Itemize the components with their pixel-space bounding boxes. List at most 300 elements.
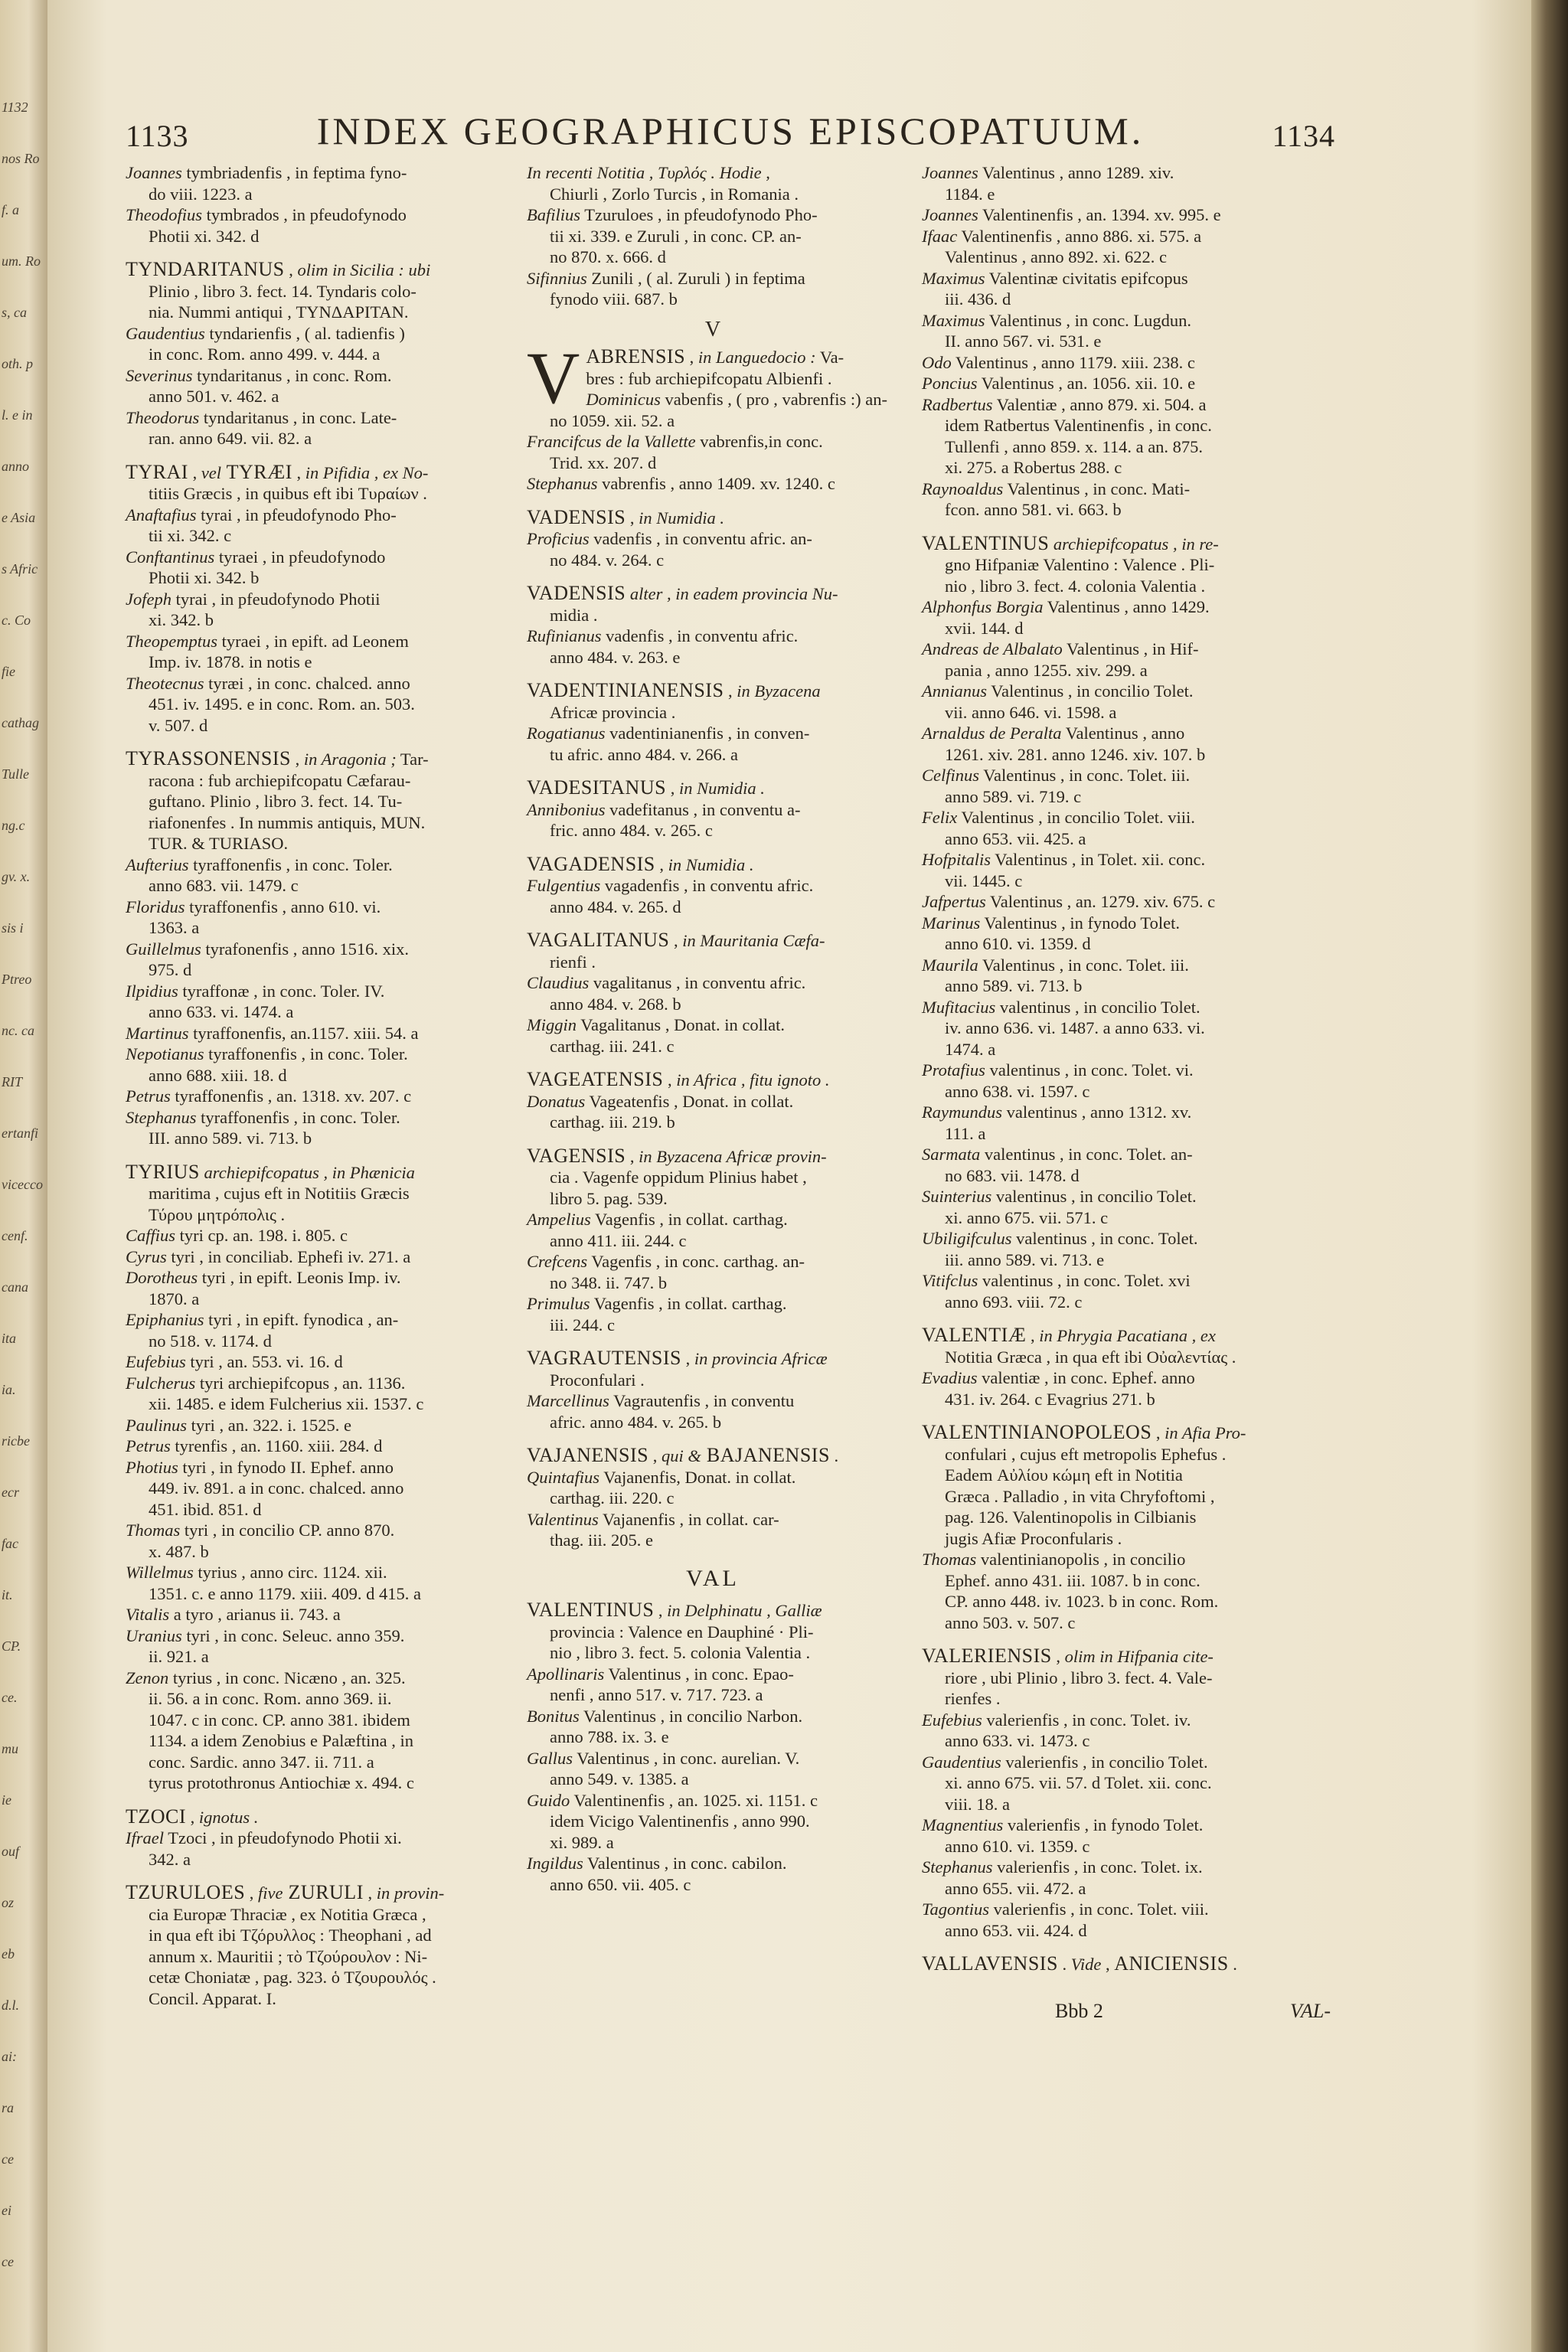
entry-continuation: xi. anno 675. vii. 57. d Tolet. xii. conc. <box>945 1773 1212 1792</box>
entry-line <box>527 626 899 647</box>
index-heading-entry <box>527 854 899 876</box>
prev-page-fragment: cana <box>2 1279 28 1295</box>
entry-continuation: viii. 18. a <box>945 1794 1010 1814</box>
italic-text: Ingildus <box>527 1854 583 1873</box>
entry-text: Valentinus , in fynodo Tolet. <box>980 913 1180 933</box>
entry-continuation: 1261. xiv. 281. anno 1246. xiv. 107. b <box>945 744 1206 764</box>
index-entry <box>126 1107 498 1149</box>
entry-continuation: rienfi . <box>550 952 596 972</box>
italic-text: in Phrygia Pacatiana , ex <box>1039 1326 1216 1345</box>
entry-line <box>922 955 1294 976</box>
entry-line <box>922 373 1294 394</box>
entry-line <box>527 929 899 952</box>
entry-continuation: anno 633. vi. 1474. a <box>149 1002 294 1021</box>
index-entry <box>527 1467 899 1509</box>
entry-line <box>126 1806 498 1828</box>
entry-text: valerienfis , in conc. Tolet. viii. <box>988 1900 1209 1919</box>
index-entry <box>126 1625 498 1668</box>
entry-line <box>922 1060 1294 1081</box>
index-heading-entry <box>527 680 899 723</box>
italic-text: Arnaldus de Peralta <box>922 724 1062 743</box>
italic-text: Valentinus <box>527 1509 599 1529</box>
italic-text: in provin- <box>376 1883 445 1903</box>
italic-text: in Afia Pro- <box>1165 1423 1246 1442</box>
headword: VALENTINUS <box>527 1599 655 1621</box>
italic-text: Theodorus <box>126 407 200 427</box>
entry-line <box>527 507 899 529</box>
headword: VAGENSIS <box>527 1144 626 1167</box>
entry-text: valentinus , in concilio Tolet. <box>995 997 1200 1017</box>
entry-text: , <box>648 1446 662 1465</box>
entry-text: tyraffonenfis , in conc. Toler. <box>196 1107 400 1127</box>
index-entry <box>126 897 498 939</box>
entry-text: Tzoci , in pfeudofynodo Photii xi. <box>164 1828 402 1847</box>
index-entry <box>527 1209 899 1251</box>
italic-text: five <box>258 1883 283 1903</box>
entry-line <box>126 1828 498 1849</box>
entry-line <box>527 1145 899 1168</box>
index-entry <box>126 547 498 589</box>
italic-text: Quintafius <box>527 1467 600 1487</box>
index-entry <box>126 1267 498 1309</box>
italic-text: Martinus <box>126 1023 189 1043</box>
italic-text: vel <box>201 462 222 482</box>
italic-text: Miggin <box>527 1015 577 1034</box>
entry-text: , <box>626 508 639 528</box>
entry-continuation: iii. anno 589. vi. 713. e <box>945 1250 1105 1269</box>
entry-line <box>527 1209 899 1230</box>
entry-text: Vajanenfis , in collat. car- <box>598 1509 779 1529</box>
entry-text: valerienfis , in fynodo Tolet. <box>1003 1815 1204 1834</box>
prev-page-fragment: cathag <box>2 715 39 730</box>
entry-continuation: xii. 1485. e idem Fulcherius xii. 1537. c <box>149 1394 424 1413</box>
index-entry <box>527 204 899 268</box>
entry-text: tyri , in concilio CP. anno 870. <box>180 1521 395 1540</box>
italic-text: Vide <box>1070 1955 1102 1974</box>
index-entry <box>922 1228 1294 1270</box>
italic-text: Gaudentius <box>126 323 205 343</box>
headword: VALERIENSIS <box>922 1645 1052 1667</box>
italic-text: Conftantinus <box>126 547 215 567</box>
entry-text: , <box>245 1883 259 1903</box>
index-entry <box>126 589 498 631</box>
page-title: INDEX GEOGRAPHICUS EPISCOPATUUM. <box>316 109 1145 152</box>
entry-text: vadentinianenfis , in conven- <box>605 724 810 743</box>
italic-text: Theotecnus <box>126 673 204 693</box>
index-entry <box>126 1086 498 1107</box>
italic-text: in Numidia . <box>678 779 765 798</box>
entry-continuation: nia. Nummi antiqui , ΤΥΝΔΑΡΙΤΑΝ. <box>149 302 409 322</box>
prev-page-fragment: ouf <box>2 1844 20 1859</box>
italic-text: Eufebius <box>126 1352 186 1371</box>
index-entry <box>922 1752 1294 1815</box>
headword: TYRAI <box>126 460 188 483</box>
italic-text: Sifinnius <box>527 268 587 288</box>
entry-text: tyrafonenfis , anno 1516. xix. <box>201 939 409 959</box>
entry-continuation: Græca . Palladio , in vita Chryfoftomi , <box>945 1486 1215 1506</box>
index-entry <box>922 268 1294 310</box>
index-heading-entry <box>922 1953 1294 1975</box>
catchword: VAL- <box>1290 2000 1331 2022</box>
entry-continuation: 111. a <box>945 1123 986 1143</box>
index-entry <box>922 1857 1294 1899</box>
entry-continuation: anno 484. v. 265. d <box>550 897 681 916</box>
prev-page-fragment: d.l. <box>2 1998 20 2013</box>
entry-line <box>126 673 498 694</box>
index-entry <box>922 1186 1294 1228</box>
italic-text: Stephanus <box>922 1857 993 1877</box>
italic-text: Ifaac <box>922 226 958 246</box>
prev-page-fragment: l. e in <box>2 407 33 423</box>
index-entry <box>527 1790 899 1854</box>
entry-continuation: iii. 436. d <box>945 289 1011 309</box>
index-entry <box>527 431 899 473</box>
italic-text: Uranius <box>126 1625 182 1645</box>
index-entry <box>922 681 1294 723</box>
entry-continuation: iv. anno 636. vi. 1487. a anno 633. vi. <box>945 1018 1205 1037</box>
prev-page-fragment: s Afric <box>2 561 38 577</box>
entry-text: , <box>186 1807 199 1827</box>
entry-continuation: pania , anno 1255. xiv. 299. a <box>945 660 1148 680</box>
entry-continuation: carthag. iii. 220. c <box>550 1488 675 1508</box>
entry-line <box>922 1953 1294 1975</box>
index-entry <box>126 1246 498 1268</box>
italic-text: Paulinus <box>126 1415 188 1435</box>
entry-continuation: cia . Vagenfe oppidum Plinius habet , <box>550 1168 807 1187</box>
entry-line <box>126 407 498 429</box>
index-entry <box>126 323 498 365</box>
prev-page-fragment: vicecco <box>2 1177 43 1192</box>
entry-text: , <box>292 462 305 482</box>
entry-text: tyrius , anno circ. 1124. xii. <box>193 1563 387 1582</box>
entry-continuation: Imp. iv. 1878. in notis e <box>149 652 312 671</box>
entry-text: tyraffonenfis , in conc. Toler. <box>188 854 393 874</box>
entry-line <box>527 1091 899 1112</box>
italic-text: qui & <box>661 1446 701 1465</box>
prev-page-fragment: nc. ca <box>2 1023 34 1038</box>
index-entry <box>922 955 1294 997</box>
entry-continuation: jugis Afiæ Proconfularis . <box>945 1528 1122 1548</box>
entry-continuation: confulari , cujus eft metropolis Ephefus . <box>945 1444 1227 1464</box>
entry-line <box>527 583 899 605</box>
entry-line <box>126 897 498 918</box>
italic-text: Joannes <box>922 205 978 224</box>
italic-text: Marinus <box>922 913 981 933</box>
index-entry <box>527 1390 899 1432</box>
entry-continuation: Plinio , libro 3. fect. 14. Tyndaris colo- <box>149 281 416 301</box>
column-3 <box>922 162 1294 1975</box>
entry-text: vabenfis , ( pro , vabrenfis :) an- <box>660 390 887 409</box>
entry-continuation: afric. anno 484. v. 265. b <box>550 1412 722 1432</box>
entry-line <box>922 1186 1294 1207</box>
prev-page-fragment: ce <box>2 2254 14 2269</box>
entry-text: vadenfis , in conventu afric. <box>601 626 799 645</box>
entry-line <box>922 1102 1294 1123</box>
entry-line <box>922 226 1294 247</box>
entry-continuation: vii. anno 646. vi. 1598. a <box>945 702 1117 722</box>
headword: VADENTINIANENSIS <box>527 679 724 701</box>
entry-text: tyraffonæ , in conc. Toler. IV. <box>178 981 385 1001</box>
section-title: VAL <box>686 1565 740 1591</box>
index-entry <box>126 204 498 247</box>
headword: VAGADENSIS <box>527 852 655 875</box>
entry-text: , <box>291 750 304 769</box>
entry-text: vagadenfis , in conventu afric. <box>600 876 814 895</box>
prev-page-fragment: fac <box>2 1536 18 1551</box>
entry-text: Vagenfis , in conc. carthag. an- <box>587 1252 805 1271</box>
index-entry <box>922 1102 1294 1144</box>
entry-continuation: carthag. iii. 219. b <box>550 1112 675 1132</box>
index-entry <box>527 1853 899 1895</box>
headword: VAGRAUTENSIS <box>527 1347 681 1369</box>
index-entry <box>126 1044 498 1086</box>
entry-line <box>126 1309 498 1331</box>
entry-text: , <box>1026 1326 1040 1345</box>
entry-continuation: cia Europæ Thraciæ , ex Notitia Græca , <box>149 1904 426 1924</box>
entry-continuation: tu afric. anno 484. v. 266. a <box>550 744 738 764</box>
entry-line <box>126 748 498 770</box>
entry-line <box>527 1390 899 1412</box>
index-entry <box>922 1549 1294 1633</box>
entry-continuation: Concil. Apparat. I. <box>149 1988 276 2008</box>
italic-text: Theopemptus <box>126 631 217 651</box>
index-entry <box>126 162 498 204</box>
entry-line <box>527 875 899 897</box>
italic-text: Primulus <box>527 1294 590 1313</box>
entry-line <box>922 1422 1294 1444</box>
index-entry <box>527 723 899 765</box>
entry-text: , <box>1101 1955 1115 1974</box>
entry-text: vadenfis , in conventu afric. an- <box>589 529 812 548</box>
entry-continuation: anno 501. v. 462. a <box>149 387 279 406</box>
headword: VADENSIS <box>527 505 626 528</box>
entry-text: . <box>829 1446 839 1465</box>
entry-continuation: anno 650. vii. 405. c <box>550 1874 691 1894</box>
italic-text: in Numidia . <box>668 854 754 874</box>
entry-continuation: thag. iii. 205. e <box>550 1530 653 1550</box>
index-entry <box>922 913 1294 955</box>
index-heading-entry <box>126 748 498 854</box>
entry-line <box>922 913 1294 934</box>
entry-line <box>126 259 498 281</box>
headword: TYNDARITANUS <box>126 258 285 280</box>
entry-continuation: v. 507. d <box>149 715 208 735</box>
entry-text: tyrius , in conc. Nicæno , an. 325. <box>168 1668 406 1687</box>
entry-line <box>922 1899 1294 1920</box>
italic-text: Jafpertus <box>922 892 986 911</box>
entry-continuation: no 484. v. 264. c <box>550 550 665 570</box>
entry-text: , <box>655 854 668 874</box>
entry-continuation: 1351. c. e anno 1179. xiii. 409. d 415. a <box>149 1583 421 1603</box>
entry-text: tyri , an. 322. i. 1525. e <box>187 1415 351 1435</box>
entry-continuation: anno 549. v. 1385. a <box>550 1769 689 1788</box>
entry-line <box>126 1107 498 1129</box>
entry-continuation: 449. iv. 891. a in conc. chalced. anno <box>149 1478 404 1498</box>
index-heading-entry <box>126 462 498 505</box>
entry-continuation: anno 589. vi. 719. c <box>945 786 1082 806</box>
index-entry <box>527 1664 899 1706</box>
index-entry <box>922 162 1294 204</box>
entry-continuation: no 518. v. 1174. d <box>149 1331 272 1351</box>
entry-continuation: 431. iv. 264. c Evagrius 271. b <box>945 1389 1155 1409</box>
index-entry <box>126 365 498 407</box>
index-entry <box>922 479 1294 521</box>
index-entry <box>126 1373 498 1415</box>
entry-line <box>527 389 899 410</box>
italic-text: alter , in eadem provincia Nu- <box>629 584 838 603</box>
entry-line <box>126 854 498 876</box>
entry-text: valerienfis , in concilio Tolet. <box>1001 1752 1208 1772</box>
entry-text: , <box>681 1349 694 1368</box>
italic-text: in Delphinatu , Galliæ <box>667 1601 822 1620</box>
entry-text: , <box>626 1146 639 1166</box>
italic-text: in Africa , fitu ignoto . <box>676 1070 830 1089</box>
italic-text: Photius <box>126 1457 178 1477</box>
entry-continuation: idem Vicigo Valentinenfis , anno 990. <box>550 1811 810 1831</box>
entry-text: , <box>724 681 737 701</box>
entry-continuation: anno 610. vi. 1359. c <box>945 1836 1090 1856</box>
entry-text: tyri , in fynodo II. Ephef. anno <box>178 1457 394 1477</box>
entry-continuation: Africæ provincia . <box>550 702 676 722</box>
entry-line <box>527 204 899 226</box>
entry-continuation: III. anno 589. vi. 713. b <box>149 1129 312 1148</box>
index-entry <box>922 394 1294 479</box>
entry-line <box>527 1853 899 1874</box>
entry-text: Valentinus , anno <box>1061 724 1185 743</box>
entry-text: Vagrautenfis , in conventu <box>609 1391 795 1410</box>
index-entry <box>922 373 1294 394</box>
signature-mark: Bbb 2 <box>1055 2000 1103 2022</box>
entry-continuation: 1047. c in conc. CP. anno 381. ibidem <box>149 1710 410 1730</box>
index-entry <box>527 799 899 841</box>
italic-text: Gaudentius <box>922 1752 1001 1772</box>
index-heading-entry <box>126 1882 498 2009</box>
entry-text: Valentiæ , anno 879. xi. 504. a <box>992 394 1207 414</box>
index-entry <box>126 1436 498 1457</box>
entry-line <box>126 1457 498 1478</box>
entry-text: , <box>663 1070 677 1089</box>
italic-text: Mufitacius <box>922 997 996 1017</box>
entry-text: , <box>669 931 683 950</box>
entry-line <box>922 533 1294 555</box>
italic-text: Ampelius <box>527 1210 591 1229</box>
index-entry <box>126 1415 498 1436</box>
entry-continuation: anno 688. xiii. 18. d <box>149 1065 287 1085</box>
entry-line <box>126 1625 498 1647</box>
entry-line <box>527 972 899 994</box>
entry-continuation: riafonenfes . In nummis antiquis, MUN. <box>149 812 426 832</box>
index-entry <box>922 310 1294 352</box>
prev-page-fragment: sis i <box>2 920 24 936</box>
entry-line <box>527 431 899 452</box>
entry-text: tyri , in conc. Seleuc. anno 359. <box>181 1625 405 1645</box>
entry-line <box>527 1348 899 1370</box>
italic-text: Crefcens <box>527 1252 588 1271</box>
entry-line <box>126 1562 498 1583</box>
entry-line <box>527 1251 899 1272</box>
entry-continuation: xvii. 144. d <box>945 618 1024 638</box>
entry-text: . <box>1057 1955 1071 1974</box>
entry-continuation: 342. a <box>149 1849 191 1869</box>
entry-continuation: Photii xi. 342. d <box>149 226 260 246</box>
entry-line <box>922 1549 1294 1570</box>
entry-continuation: no 1059. xii. 52. a <box>550 410 675 430</box>
italic-text: Joannes <box>126 163 182 182</box>
entry-continuation: fric. anno 484. v. 265. c <box>550 821 713 840</box>
entry-text: tyraffonenfis , an. 1318. xv. 207. c <box>170 1086 412 1106</box>
entry-continuation: fynodo viii. 687. b <box>550 289 678 309</box>
entry-continuation: 1134. a idem Zenobius e Palæftina , in <box>149 1731 413 1750</box>
entry-continuation: anno 638. vi. 1597. c <box>945 1081 1090 1101</box>
italic-text: Jofeph <box>126 589 172 609</box>
prev-page-fragment: ce <box>2 2151 14 2167</box>
italic-text: Maximus <box>922 268 985 288</box>
entry-text: , <box>1152 1423 1165 1442</box>
entry-text: , <box>363 1883 377 1903</box>
entry-continuation: 1474. a <box>945 1039 996 1059</box>
italic-text: olim in Sicilia : ubi <box>297 260 431 279</box>
headword: TYRASSONENSIS <box>126 747 291 769</box>
italic-text: Celfinus <box>922 766 980 785</box>
entry-text: valerienfis , in conc. Tolet. ix. <box>992 1857 1203 1877</box>
entry-continuation: bres : fub archiepifcopatu Albienfi . <box>586 368 832 388</box>
previous-page-edge <box>0 0 47 2352</box>
index-entry <box>527 1599 899 1664</box>
entry-text: , <box>1051 1647 1065 1666</box>
index-entry <box>126 505 498 547</box>
italic-text: Stephanus <box>126 1107 197 1127</box>
prev-page-fragment: oth. p <box>2 356 34 371</box>
prev-page-fragment: ei <box>2 2203 11 2218</box>
entry-continuation: pag. 126. Valentinopolis in Cilbianis <box>945 1508 1197 1527</box>
index-entry <box>527 1509 899 1551</box>
entry-line <box>126 1267 498 1289</box>
index-entry <box>527 389 899 431</box>
entry-continuation: conc. Sardic. anno 347. ii. 711. a <box>149 1752 374 1772</box>
italic-text: in Aragonia ; <box>303 750 397 769</box>
entry-text: Tar- <box>396 750 429 769</box>
index-entry <box>922 849 1294 891</box>
entry-line <box>126 1044 498 1065</box>
entry-line <box>922 639 1294 660</box>
italic-text: Gallus <box>527 1748 573 1768</box>
italic-text: Epiphanius <box>126 1310 204 1329</box>
prev-page-fragment: ng.c <box>2 818 25 833</box>
headword: VALENTINIANOPOLEOS <box>922 1421 1152 1443</box>
entry-text: Va- <box>815 348 844 367</box>
prev-page-fragment: eb <box>2 1946 15 1962</box>
entry-line <box>126 1436 498 1457</box>
entry-line <box>527 854 899 876</box>
entry-continuation: anno 683. vii. 1479. c <box>149 876 299 895</box>
italic-text: Claudius <box>527 973 590 992</box>
index-entry <box>126 1309 498 1351</box>
italic-text: in Mauritania Cæfa- <box>682 931 825 950</box>
page-number-right: 1134 <box>1272 119 1335 153</box>
index-entry <box>922 891 1294 913</box>
prev-page-fragment: f. a <box>2 202 20 217</box>
entry-line <box>126 1373 498 1394</box>
entry-text: tyri , in epift. Leonis Imp. iv. <box>198 1268 401 1287</box>
entry-line <box>527 680 899 702</box>
entry-continuation: CP. anno 448. iv. 1023. b in conc. Rom. <box>945 1592 1219 1611</box>
index-heading-entry <box>527 1069 899 1091</box>
entry-text: , <box>188 462 201 482</box>
entry-text: Vagenfis , in collat. carthag. <box>590 1294 787 1313</box>
headword: VADESITANUS <box>527 776 667 799</box>
italic-text: Protafius <box>922 1060 985 1080</box>
italic-text: In recenti Notitia , Τυρλός . Hodie , <box>527 163 770 182</box>
